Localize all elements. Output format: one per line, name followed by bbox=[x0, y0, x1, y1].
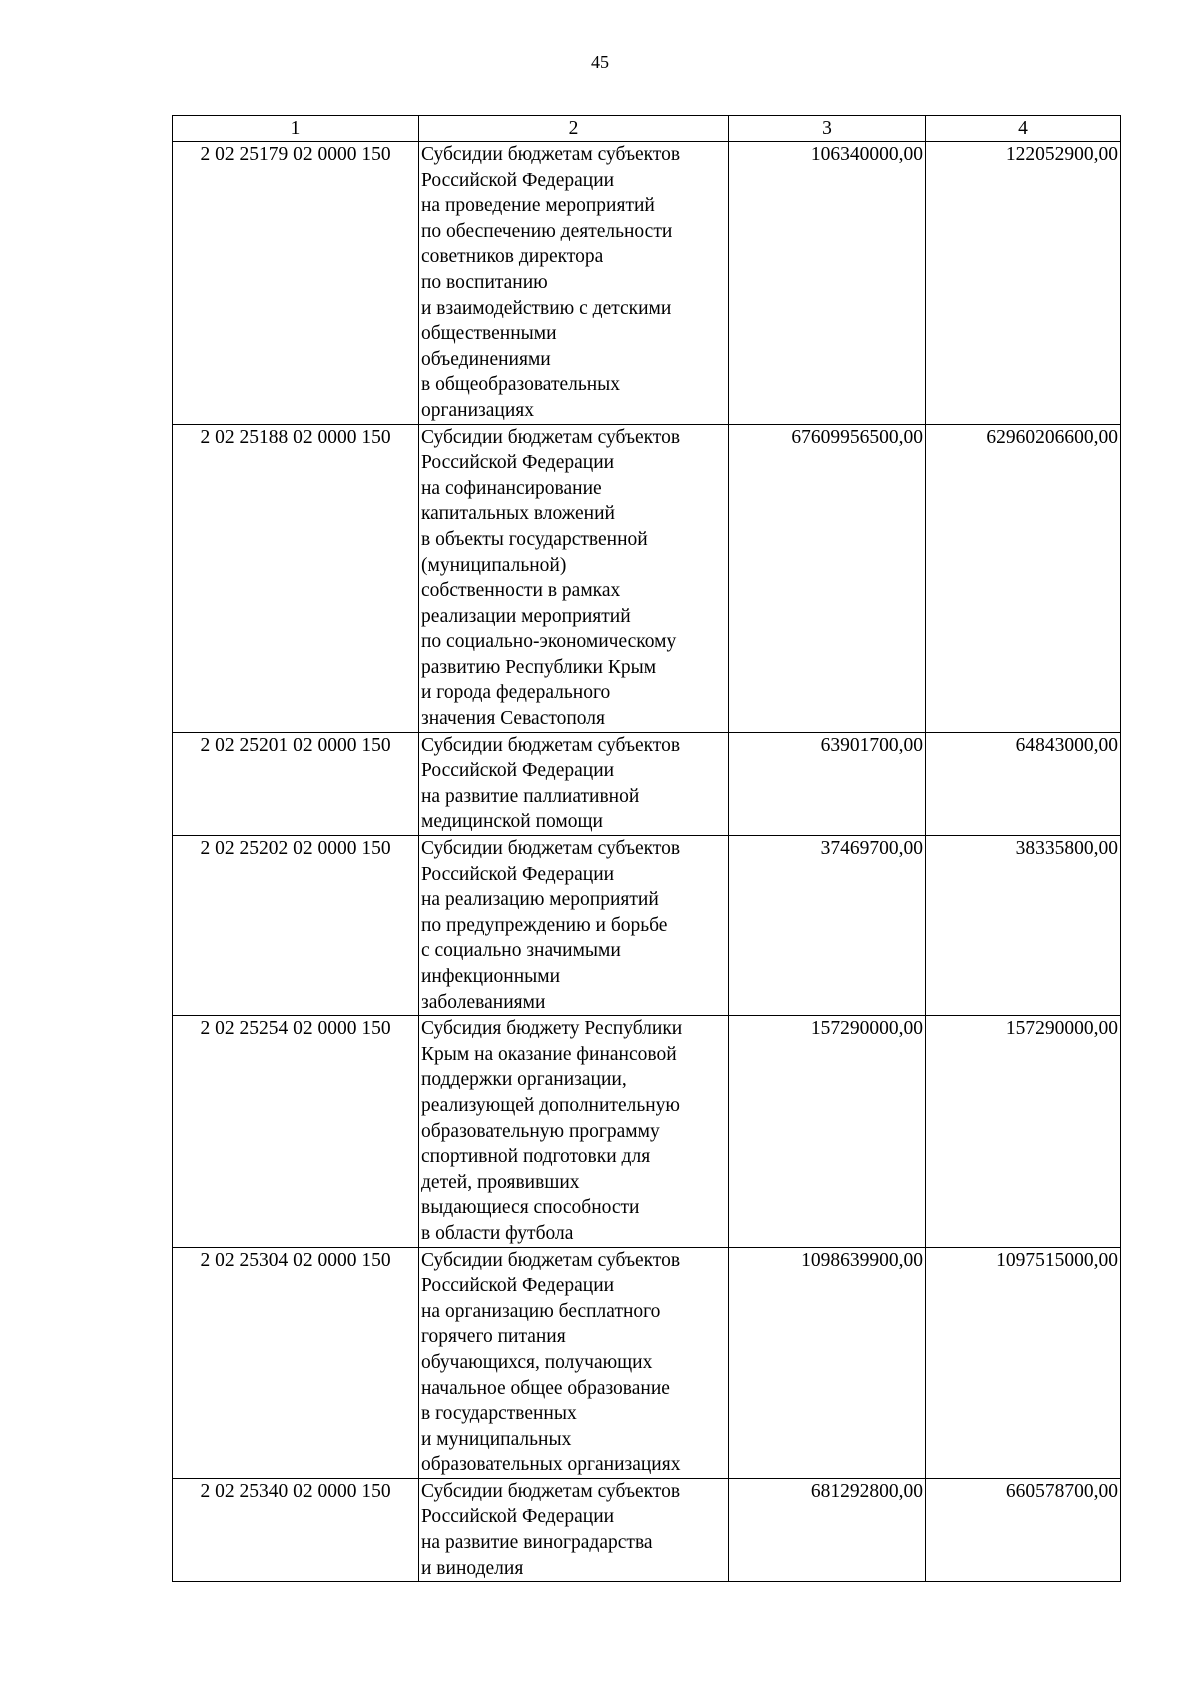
table-row bbox=[173, 1016, 1121, 1247]
description-cell: Субсидии бюджетам субъектов Российской Федерации на реализацию мероприятий по предупреждению и борьбе с социально значимыми инфекционными заболеваниями bbox=[419, 836, 729, 1016]
amount-col3-cell: 37469700,00 bbox=[729, 836, 926, 1016]
amount-col4-cell: 1097515000,00 bbox=[926, 1247, 1121, 1478]
budget-code-cell: 2 02 25179 02 0000 150 bbox=[173, 142, 419, 425]
table-row bbox=[173, 732, 1121, 835]
description-cell: Субсидия бюджету Республики Крым на оказание финансовой поддержки организации, реализующей дополнительную образовательную программу спортивной подготовки для детей, проявивших выдающиеся способности в области футбола bbox=[419, 1016, 729, 1247]
page-number: 45 bbox=[591, 52, 609, 72]
description-cell: Субсидии бюджетам субъектов Российской Федерации на софинансирование капитальных вложений в объекты государственной (муниципальной) собственности в рамках реализации мероприятий по социально-экономическому развитию Республики Крым и города федерального значения Севастополя bbox=[419, 424, 729, 732]
amount-col3-cell: 157290000,00 bbox=[729, 1016, 926, 1247]
amount-col4-cell: 660578700,00 bbox=[926, 1478, 1121, 1581]
column-header-2: 2 bbox=[419, 116, 729, 142]
description-cell: Субсидии бюджетам субъектов Российской Федерации на развитие виноградарства и виноделия bbox=[419, 1478, 729, 1581]
description-cell: Субсидии бюджетам субъектов Российской Федерации на проведение мероприятий по обеспечению деятельности советников директора по воспитанию и взаимодействию с детскими общественными объединениями в общеобразовательных организациях bbox=[419, 142, 729, 425]
amount-col3-cell: 1098639900,00 bbox=[729, 1247, 926, 1478]
amount-col4-cell: 38335800,00 bbox=[926, 836, 1121, 1016]
budget-code-cell: 2 02 25340 02 0000 150 bbox=[173, 1478, 419, 1581]
column-header-1: 1 bbox=[173, 116, 419, 142]
budget-code-cell: 2 02 25202 02 0000 150 bbox=[173, 836, 419, 1016]
budget-code-cell: 2 02 25201 02 0000 150 bbox=[173, 732, 419, 835]
amount-col3-cell: 106340000,00 bbox=[729, 142, 926, 425]
column-header-3: 3 bbox=[729, 116, 926, 142]
budget-code-cell: 2 02 25304 02 0000 150 bbox=[173, 1247, 419, 1478]
budget-code-cell: 2 02 25188 02 0000 150 bbox=[173, 424, 419, 732]
table-row bbox=[173, 836, 1121, 1016]
description-cell: Субсидии бюджетам субъектов Российской Федерации на организацию бесплатного горячего питания обучающихся, получающих начальное общее образование в государственных и муниципальных образовательных организациях bbox=[419, 1247, 729, 1478]
amount-col4-cell: 122052900,00 bbox=[926, 142, 1121, 425]
table-row bbox=[173, 1478, 1121, 1581]
table-row bbox=[173, 142, 1121, 425]
amount-col4-cell: 157290000,00 bbox=[926, 1016, 1121, 1247]
budget-revenue-table bbox=[172, 115, 1121, 1582]
description-cell: Субсидии бюджетам субъектов Российской Федерации на развитие паллиативной медицинской помощи bbox=[419, 732, 729, 835]
column-number-header-row bbox=[173, 116, 1121, 142]
table-row bbox=[173, 1247, 1121, 1478]
table-row bbox=[173, 424, 1121, 732]
amount-col4-cell: 62960206600,00 bbox=[926, 424, 1121, 732]
budget-code-cell: 2 02 25254 02 0000 150 bbox=[173, 1016, 419, 1247]
amount-col3-cell: 67609956500,00 bbox=[729, 424, 926, 732]
amount-col3-cell: 63901700,00 bbox=[729, 732, 926, 835]
amount-col3-cell: 681292800,00 bbox=[729, 1478, 926, 1581]
column-header-4: 4 bbox=[926, 116, 1121, 142]
amount-col4-cell: 64843000,00 bbox=[926, 732, 1121, 835]
